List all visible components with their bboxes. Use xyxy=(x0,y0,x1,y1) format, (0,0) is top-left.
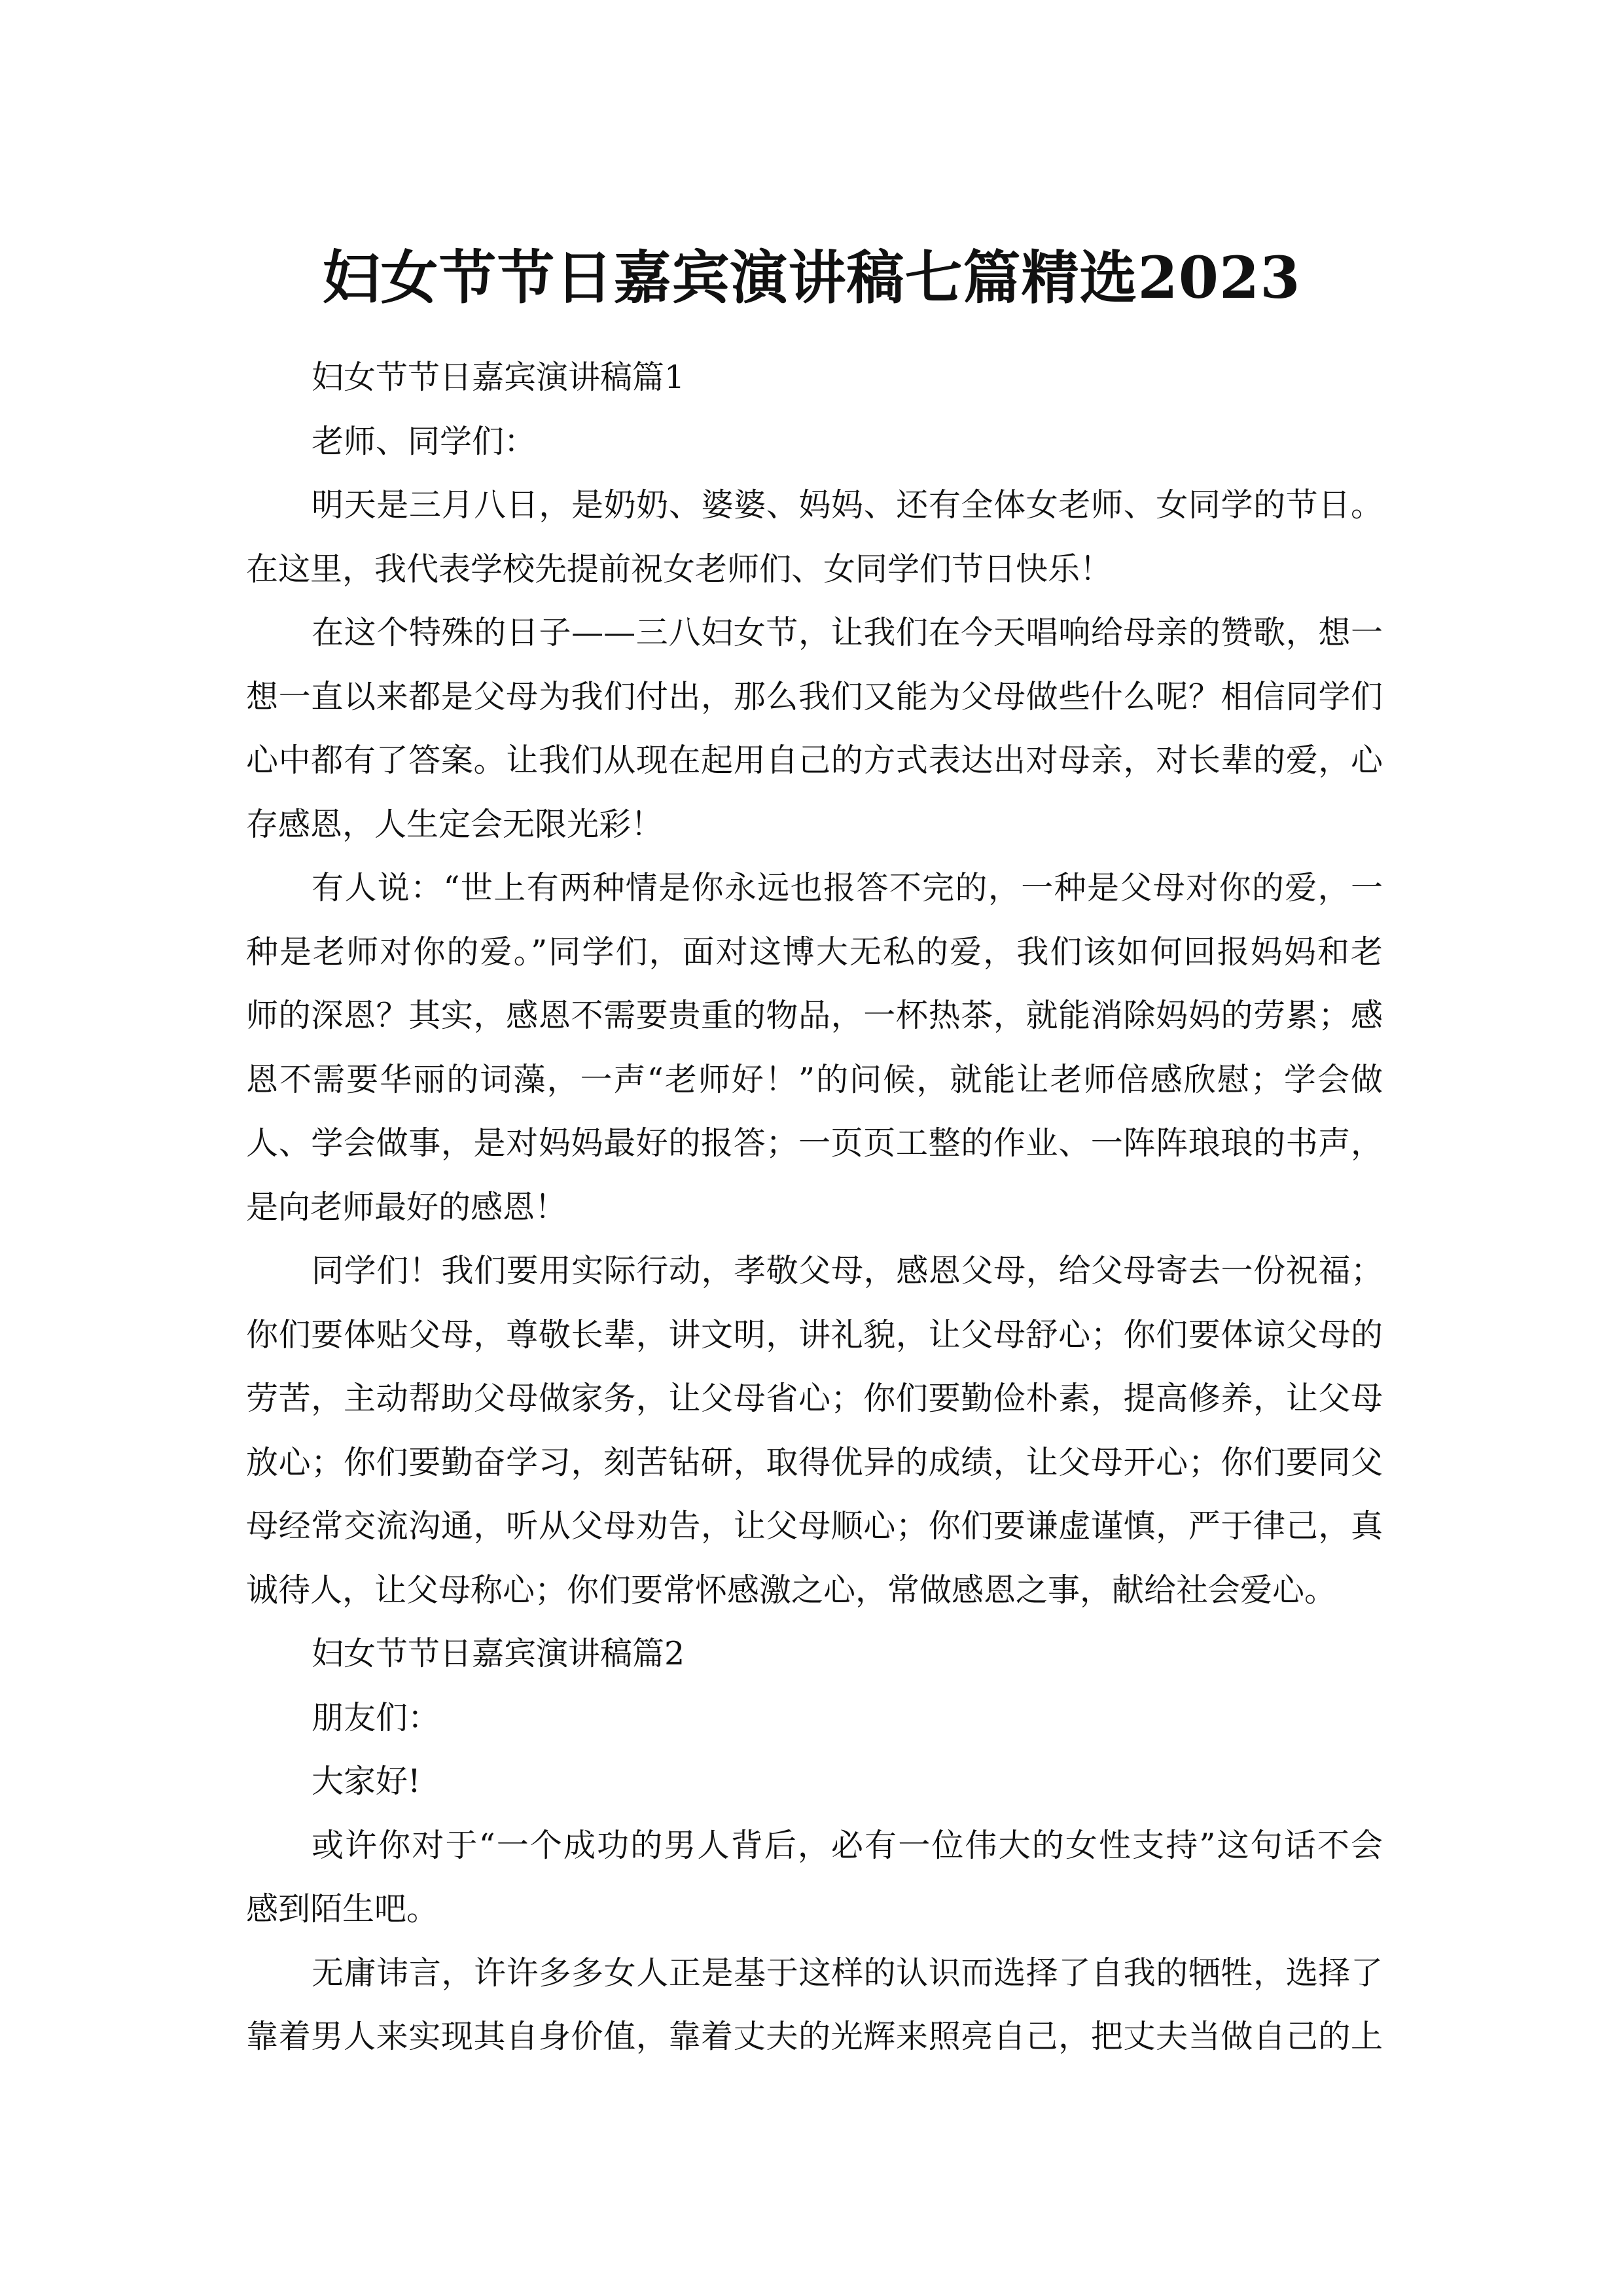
paragraph xyxy=(246,410,1383,474)
text-line: 靠着男人来实现其自身价值，靠着丈夫的光辉来照亮自己，把丈夫当做自己的上 xyxy=(246,2018,1383,2055)
text-line: 妇女节节日嘉宾演讲稿篇1 xyxy=(312,359,685,396)
text-line: 是向老师最好的感恩！ xyxy=(246,1188,567,1226)
text-line: 心中都有了答案。让我们从现在起用自己的方式表达出对母亲，对长辈的爱，心 xyxy=(246,742,1383,779)
text-line: 放心；你们要勤奋学习，刻苦钻研，取得优异的成绩，让父母开心；你们要同父 xyxy=(246,1443,1383,1481)
paragraph xyxy=(246,346,1383,410)
document-body xyxy=(246,346,1383,2069)
paragraph xyxy=(246,1239,1383,1622)
text-line: 种是老师对你的爱。”同学们，面对这博大无私的爱，我们该如何回报妈妈和老 xyxy=(246,933,1383,971)
text-line: 有人说：“世上有两种情是你永远也报答不完的，一种是父母对你的爱，一 xyxy=(312,869,1383,906)
paragraph xyxy=(246,1749,1383,1814)
text-line: 感到陌生吧。 xyxy=(246,1890,439,1928)
paragraph xyxy=(246,473,1383,601)
text-line: 或许你对于“一个成功的男人背后，必有一位伟大的女性支持”这句话不会 xyxy=(312,1826,1383,1864)
paragraph xyxy=(246,1622,1383,1686)
paragraph xyxy=(246,1686,1383,1750)
text-line: 恩不需要华丽的词藻，一声“老师好！”的问候，就能让老师倍感欣慰；学会做 xyxy=(246,1060,1383,1098)
text-line: 母经常交流沟通，听从父母劝告，让父母顺心；你们要谦虚谨慎，严于律己，真 xyxy=(246,1507,1383,1545)
paragraph xyxy=(246,1941,1383,2069)
text-line: 妇女节节日嘉宾演讲稿篇2 xyxy=(312,1635,685,1672)
text-line: 在这里，我代表学校先提前祝女老师们、女同学们节日快乐！ xyxy=(246,550,1113,588)
text-line: 朋友们： xyxy=(312,1698,440,1736)
text-line: 在这个特殊的日子——三八妇女节，让我们在今天唱响给母亲的赞歌，想一 xyxy=(312,614,1383,651)
text-line: 无庸讳言，许许多多女人正是基于这样的认识而选择了自我的牺牲，选择了 xyxy=(312,1954,1383,1992)
text-line: 你们要体贴父母，尊敬长辈，讲文明，讲礼貌，让父母舒心；你们要体谅父母的 xyxy=(246,1316,1383,1354)
paragraph xyxy=(246,601,1383,856)
document-title: 妇女节节日嘉宾演讲稿七篇精选2023 xyxy=(322,243,1301,312)
text-line: 人、学会做事，是对妈妈最好的报答；一页页工整的作业、一阵阵琅琅的书声， xyxy=(246,1124,1383,1162)
text-line: 大家好! xyxy=(312,1763,421,1800)
text-line: 同学们！我们要用实际行动，孝敬父母，感恩父母，给父母寄去一份祝福； xyxy=(312,1252,1383,1289)
text-line: 老师、同学们： xyxy=(312,422,537,460)
paragraph xyxy=(246,1814,1383,1941)
text-line: 诚待人，让父母称心；你们要常怀感激之心，常做感恩之事，献给社会爱心。 xyxy=(246,1571,1337,1609)
text-line: 劳苦，主动帮助父母做家务，让父母省心；你们要勤俭朴素，提高修养，让父母 xyxy=(246,1380,1383,1417)
text-line: 存感恩，人生定会无限光彩！ xyxy=(246,805,664,843)
text-line: 师的深恩？其实，感恩不需要贵重的物品，一杯热茶，就能消除妈妈的劳累；感 xyxy=(246,997,1383,1034)
paragraph xyxy=(246,856,1383,1239)
text-line: 明天是三月八日，是奶奶、婆婆、妈妈、还有全体女老师、女同学的节日。 xyxy=(312,486,1383,524)
text-line: 想一直以来都是父母为我们付出，那么我们又能为父母做些什么呢？相信同学们 xyxy=(246,677,1383,715)
